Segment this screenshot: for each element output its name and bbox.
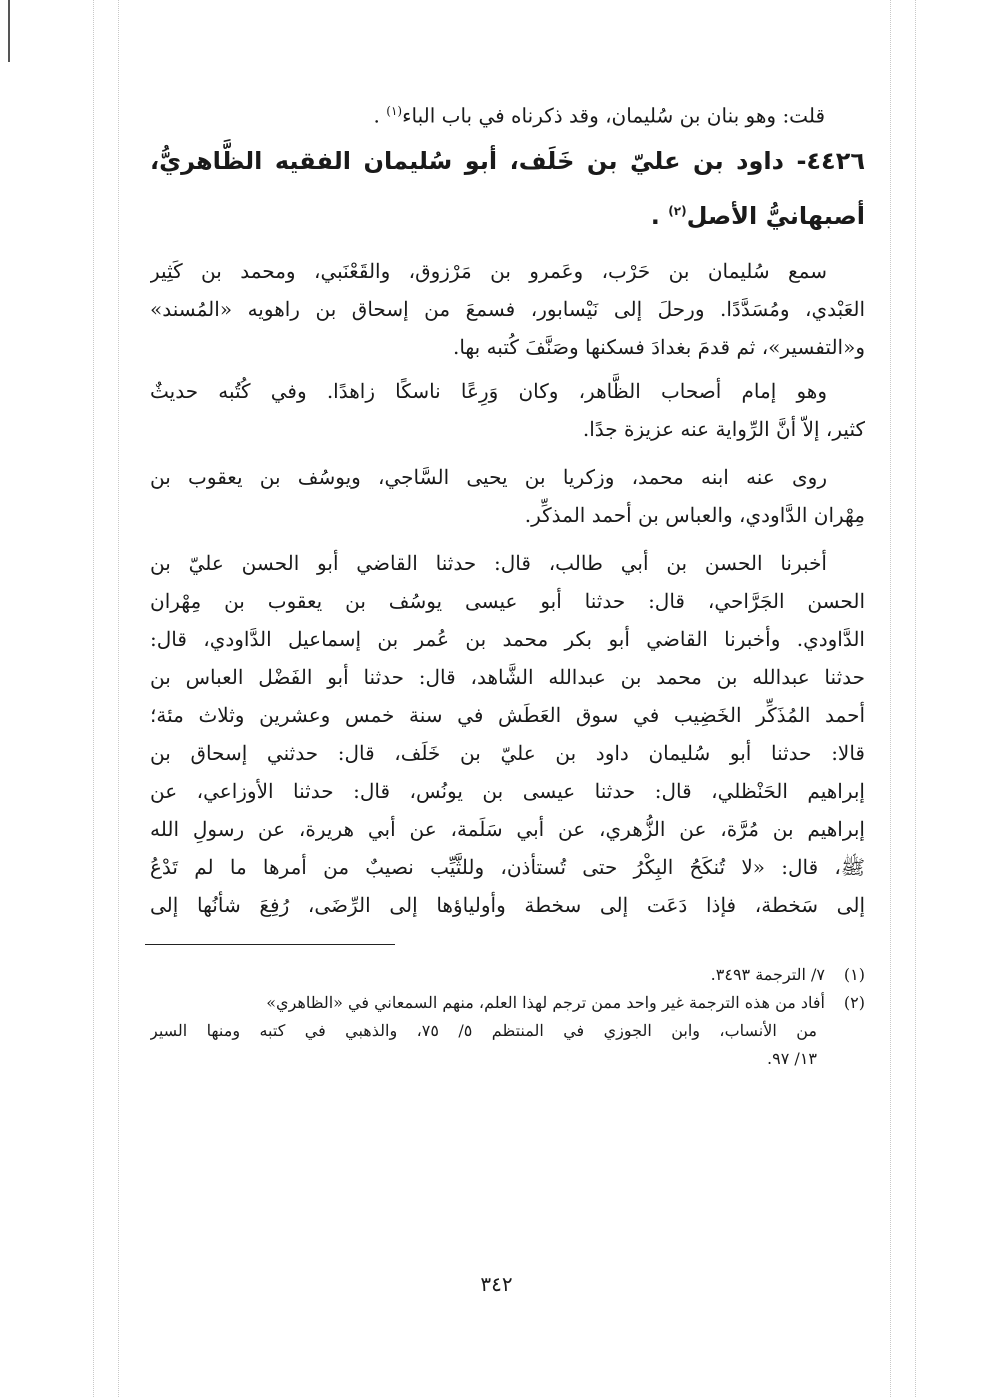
footnote-text: ١٣/ ٩٧. bbox=[767, 1049, 817, 1068]
heading-text: أصبهانيُّ الأصل bbox=[686, 202, 865, 230]
scan-guide-line bbox=[915, 0, 917, 1397]
entry-heading-cont bbox=[150, 186, 865, 236]
footnote-text: ٧/ الترجمة ٣٤٩٣. bbox=[710, 965, 825, 984]
footnotes bbox=[150, 961, 865, 1073]
footnote-number: (٢) bbox=[843, 993, 865, 1012]
text-line: سمع سُليمان بن حَرْب، وعَمرو بن مَرْزوق، والقَعْنَبي، ومحمد بن كَثِير bbox=[150, 259, 827, 283]
opening-text: قلت: وهو بنان بن سُليمان، وقد ذكرناه في باب الباء bbox=[402, 103, 825, 128]
footnote-2 bbox=[150, 989, 865, 1017]
text-line: أحمد المُذَكِّر الخَضِيب في سوق العَطَش في سنة خمس وعشرين وثلاث مئة؛ bbox=[150, 703, 865, 727]
heading-period: . bbox=[650, 202, 669, 230]
footnote-text: أفاد من هذه الترجمة غير واحد ممن ترجم لهذا العلم، منهم السمعاني في «الظاهري» bbox=[266, 993, 825, 1012]
scan-edge bbox=[8, 0, 10, 62]
footnote-number: (١) bbox=[843, 965, 865, 984]
paragraph-1 bbox=[150, 252, 865, 366]
footnote-text: من الأنساب، وابن الجوزي في المنتظم ٥/ ٧٥، والذهبي في كتبه ومنها السير bbox=[150, 1021, 817, 1040]
text-line: حدثنا عبدالله بن محمد بن عبدالله الشَّاهد، قال: حدثنا أبو الفَضْل العباس بن bbox=[150, 665, 865, 689]
text-line: إلى سَخطة، فإذا دَعَت إلى سخطة وأولياؤها إلى الرِّضَى، رُفِعَ شأنُها إلى bbox=[150, 893, 865, 917]
text-line: قالا: حدثنا أبو سُليمان داود بن عليّ بن خَلَف، قال: حدثني إسحاق بن bbox=[150, 741, 865, 765]
text-line: الدَّاودي. وأخبرنا القاضي أبو بكر محمد بن عُمر بن إسماعيل الدَّاودي، قال: bbox=[150, 627, 865, 651]
text-line: وهو إمام أصحاب الظَّاهر، وكان وَرِعًا ناسكًا زاهدًا. وفي كُتُبه حديثٌ bbox=[150, 379, 827, 403]
paragraph-2 bbox=[150, 372, 865, 448]
footnote-1 bbox=[150, 961, 865, 989]
text-line: أخبرنا الحسن بن أبي طالب، قال: حدثنا القاضي أبو الحسن عليّ بن bbox=[150, 551, 827, 575]
text-line: ﷺ، قال: «لا تُنكَحُ البِكْرُ حتى تُستأذن، وللثَّيِّب نصيبٌ من أمرها ما لم تَدْعُ bbox=[150, 855, 865, 879]
footnote-ref[interactable]: (١) bbox=[386, 104, 403, 118]
text-line: مِهْران الدَّاودي، والعباس بن أحمد المذكِّر. bbox=[524, 503, 865, 527]
text-line: الحسن الجَرَّاحي، قال: حدثنا أبو عيسى يوسُف بن يعقوب بن مِهْران bbox=[150, 589, 865, 613]
text-line: العَبْدي، ومُسَدَّدًا. ورحلَ إلى نَيْسابور، فسمعَ من إسحاق بن راهويه «المُسند» bbox=[150, 297, 865, 321]
book-page bbox=[150, 92, 865, 1073]
paragraph-4 bbox=[150, 544, 865, 924]
opening-period: . bbox=[373, 103, 380, 128]
scan-guide-line bbox=[118, 0, 120, 1397]
text-line: روى عنه ابنه محمد، وزكريا بن يحيى السَّاجي، ويوسُف بن يعقوب بن bbox=[150, 465, 827, 489]
text-line: و«التفسير»، ثم قدمَ بغدادَ فسكنها وصَنَّفَ كُتبه بها. bbox=[452, 335, 865, 359]
text-line: كثير، إلاّ أنَّ الرِّواية عنه عزيزة جدًا. bbox=[582, 417, 865, 441]
scan-guide-line bbox=[93, 0, 95, 1397]
page-number: ٣٤٢ bbox=[480, 1272, 513, 1296]
scan-guide-line bbox=[890, 0, 892, 1397]
text-line: إبراهيم الحَنْظلي، قال: حدثنا عيسى بن يونُس، قال: حدثنا الأوزاعي، عن bbox=[150, 779, 865, 803]
footnote-divider bbox=[145, 944, 395, 945]
text-line: إبراهيم بن مُرَّة، عن الزُّهري، عن أبي سَلَمة، عن أبي هريرة، عن رسولِ الله bbox=[150, 817, 865, 841]
opening-line bbox=[150, 92, 865, 130]
entry-heading: ٤٤٢٦- داود بن عليّ بن خَلَف، أبو سُليمان الفقيه الظَّاهريُّ، bbox=[150, 147, 865, 175]
paragraph-3 bbox=[150, 458, 865, 534]
footnote-ref[interactable]: (٢) bbox=[668, 204, 687, 218]
